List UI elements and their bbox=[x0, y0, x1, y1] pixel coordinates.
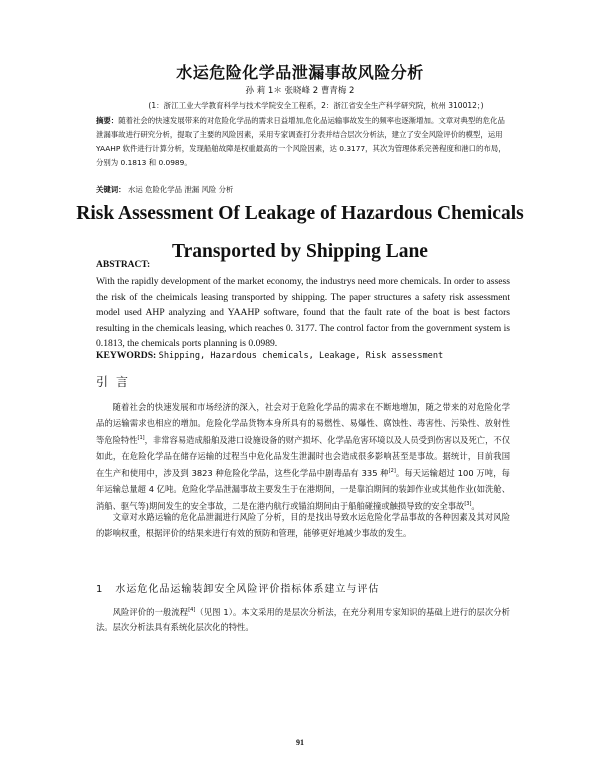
intro-p1-part-c: 。每天运输超过 100 万吨，每年运输总量超 4 亿吨。危险化学品泄漏事故主要发生于在港期间，一是靠泊期间的装卸作业或其他作业(如洗舱、消船、驱气等)期间发生的安全事故，二是在港内航行或锚泊期间由于船舶碰撞或触损导致的安全事故 bbox=[96, 467, 510, 511]
keywords-en bbox=[96, 350, 516, 361]
intro-p1-part-d: 。 bbox=[471, 500, 480, 511]
title-en bbox=[0, 198, 600, 274]
sec1-p1-part-a: 风险评价的一般流程 bbox=[112, 606, 189, 617]
abstract-cn bbox=[96, 114, 510, 170]
affiliation-cn: (1：浙江工业大学教育科学与技术学院安全工程系，2：浙江省安全生产科学研究院，杭州 310012；) bbox=[148, 101, 484, 110]
abstract-en-label: ABSTRACT: bbox=[96, 260, 151, 270]
keywords-en-label: KEYWORDS: bbox=[96, 350, 157, 361]
intro-heading: 引言 bbox=[96, 375, 137, 389]
keywords-cn-text: 水运 危险化学品 泄漏 风险 分析 bbox=[127, 185, 234, 194]
section-1-heading bbox=[96, 580, 379, 595]
title-en-line1: Risk Assessment Of Leakage of Hazardous Chemicals bbox=[76, 203, 524, 224]
citation-1: [1] bbox=[137, 435, 145, 442]
intro-p1-part-a: 随着社会的快速发展和市场经济的深入，社会对于危险化学品的需求在不断地增加，随之带来的对危险化学品的运输需求也相应的增加。危险化学品货物本身所具有的易燃性、易爆性、腐蚀性、毒害性、污染性、放射性等危险特性 bbox=[96, 402, 510, 445]
authors-cn: 孙 莉 1＊ 张晓峰 2 曹青梅 2 bbox=[245, 86, 355, 96]
intro-paragraph-1 bbox=[96, 400, 510, 514]
section-1-title: 水运危化品运输装卸安全风险评价指标体系建立与评估 bbox=[115, 584, 380, 595]
citation-2: [2] bbox=[388, 468, 396, 475]
abstract-cn-label: 摘要： bbox=[96, 116, 119, 125]
abstract-cn-text: 随着社会的快速发展带来的对危险化学品的需求日益增加,危化品运输事故发生的频率也逐渐增加。文章对典型的危化品泄漏事故进行研究分析，提取了主要的风险因素，采用专家调查打分表并结合层次分析法，建立了安全风险评价的模型，运用 YAAHP 软件进行计算分析，发现船舶故障是权重最高的一个风险因素，达 0.3177，其次为管理体系完善程度和港口的布局，分别为 0.1813 和 0.0989。 bbox=[96, 116, 506, 167]
page-number: 91 bbox=[296, 738, 304, 747]
title-en-line2: Transported by Shipping Lane bbox=[172, 241, 428, 262]
sec1-p1-part-b: （见图 1）。本文采用的是层次分析法，在充分利用专家知识的基础上进行的层次分析法。层次分析法具有系统化层次化的特性。 bbox=[96, 606, 510, 633]
title-cn: 水运危险化学品泄漏事故风险分析 bbox=[176, 63, 424, 82]
citation-3: [3] bbox=[464, 501, 472, 508]
citation-4: [4] bbox=[188, 607, 196, 613]
abstract-en-text: With the rapidly development of the market economy, the industrys need more chemicals. In order to assess the risk of the cheimicals leasing transported by shipping. The paper structures a safety risk assessment model used AHP analyzing and YAAHP software, found that the fault rate of the boat is best factors resulting in the chemicals leasing, which reaches 0. 3177. The control factor from the government system is 0.1813, the chemicals ports planning is 0.0989. bbox=[96, 276, 510, 349]
keywords-cn bbox=[96, 184, 510, 195]
keywords-en-text: Shipping, Hazardous chemicals, Leakage, Risk assessment bbox=[158, 351, 444, 361]
intro-p1-part-b: ，非常容易造成船舶及港口设施设备的财产损坏、化学品危害环境以及人员受到伤害以及死亡，不仅如此，在危险化学品在储存运输的过程当中危化品发生泄漏时也会造成很多影响甚至是事故。据统计，目前我国在生产和使用中，涉及到 3823 种危险化学品，这些化学品中剧毒品有 335 种 bbox=[96, 434, 510, 478]
intro-paragraph-2: 文章对水路运输的危化品泄漏进行风险了分析，目的是找出导致水运危险化学品事故的各种因素及其对风险的影响权重，根据评价的结果来进行有效的预防和管理，能够更好地减少事故的发生。 bbox=[96, 512, 510, 538]
section-1-number: 1 bbox=[96, 584, 104, 595]
section-1-paragraph-1 bbox=[96, 603, 510, 636]
keywords-cn-label: 关键词： bbox=[96, 185, 126, 194]
